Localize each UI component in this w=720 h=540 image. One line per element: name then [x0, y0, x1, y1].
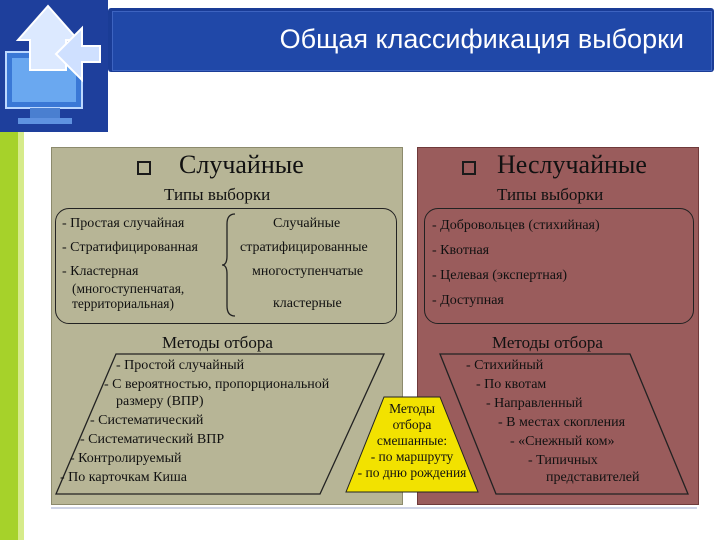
nonrandom-heading: Неслучайные	[497, 150, 647, 179]
random-types-title: Типы выборки	[164, 185, 271, 204]
random-method-item: - По карточкам Киша	[60, 470, 187, 485]
random-method-item: - Контролируемый	[70, 451, 182, 466]
random-type-item: - Стратифицированная	[62, 240, 198, 255]
mixed-methods-text	[342, 401, 482, 481]
mixed-line: смешанные:	[376, 433, 448, 448]
random-type-item: - Кластерная	[62, 264, 139, 279]
random-type-right: стратифицированные	[240, 240, 368, 255]
random-method-item: - Простой случайный	[116, 358, 245, 373]
side-strip-light	[18, 132, 24, 540]
brace-icon	[221, 212, 239, 318]
page-title: Общая классификация выборки	[279, 24, 684, 54]
random-type-right: многоступенчатые	[252, 264, 364, 279]
mixed-line: - по дню рождения	[357, 465, 467, 480]
nonrandom-methods-title: Методы отбора	[492, 333, 603, 352]
square-bullet-icon	[462, 161, 476, 175]
random-type-item: - Простая случайная	[62, 216, 185, 231]
nonrandom-method-item: - Направленный	[486, 396, 583, 411]
nonrandom-type-item: - Квотная	[432, 243, 490, 258]
side-strip	[0, 132, 18, 540]
nonrandom-types-title: Типы выборки	[497, 185, 604, 204]
random-method-item: - Систематический	[90, 413, 204, 428]
mixed-line: отбора	[392, 417, 432, 432]
nonrandom-method-item: - В местах скопления	[498, 415, 626, 430]
nonrandom-method-item: - «Снежный ком»	[510, 434, 615, 449]
random-method-item: размеру (ВПР)	[116, 394, 204, 409]
computer-logo-icon	[0, 0, 108, 132]
nonrandom-method-item: - Типичных	[528, 453, 598, 468]
random-type-right: Случайные	[273, 216, 341, 231]
mixed-line: - по маршруту	[370, 449, 454, 464]
nonrandom-type-item: - Доступная	[432, 293, 504, 308]
random-type-note: территориальная)	[72, 296, 174, 311]
nonrandom-type-item: - Целевая (экспертная)	[432, 268, 568, 283]
random-method-item: - Систематический ВПР	[80, 432, 225, 447]
random-type-note: (многоступенчатая,	[72, 281, 185, 296]
nonrandom-method-item: - По квотам	[476, 377, 547, 392]
random-methods-title: Методы отбора	[162, 333, 273, 352]
nonrandom-method-item: - Стихийный	[466, 358, 544, 373]
bottom-divider	[51, 507, 697, 509]
random-type-right: кластерные	[273, 296, 342, 311]
mixed-line: Методы	[389, 401, 435, 416]
random-heading: Случайные	[179, 150, 304, 179]
random-method-item: - С вероятностью, пропорциональной	[104, 377, 330, 392]
nonrandom-method-item: представителей	[546, 470, 640, 485]
nonrandom-type-item: - Добровольцев (стихийная)	[432, 218, 600, 233]
square-bullet-icon	[137, 161, 151, 175]
